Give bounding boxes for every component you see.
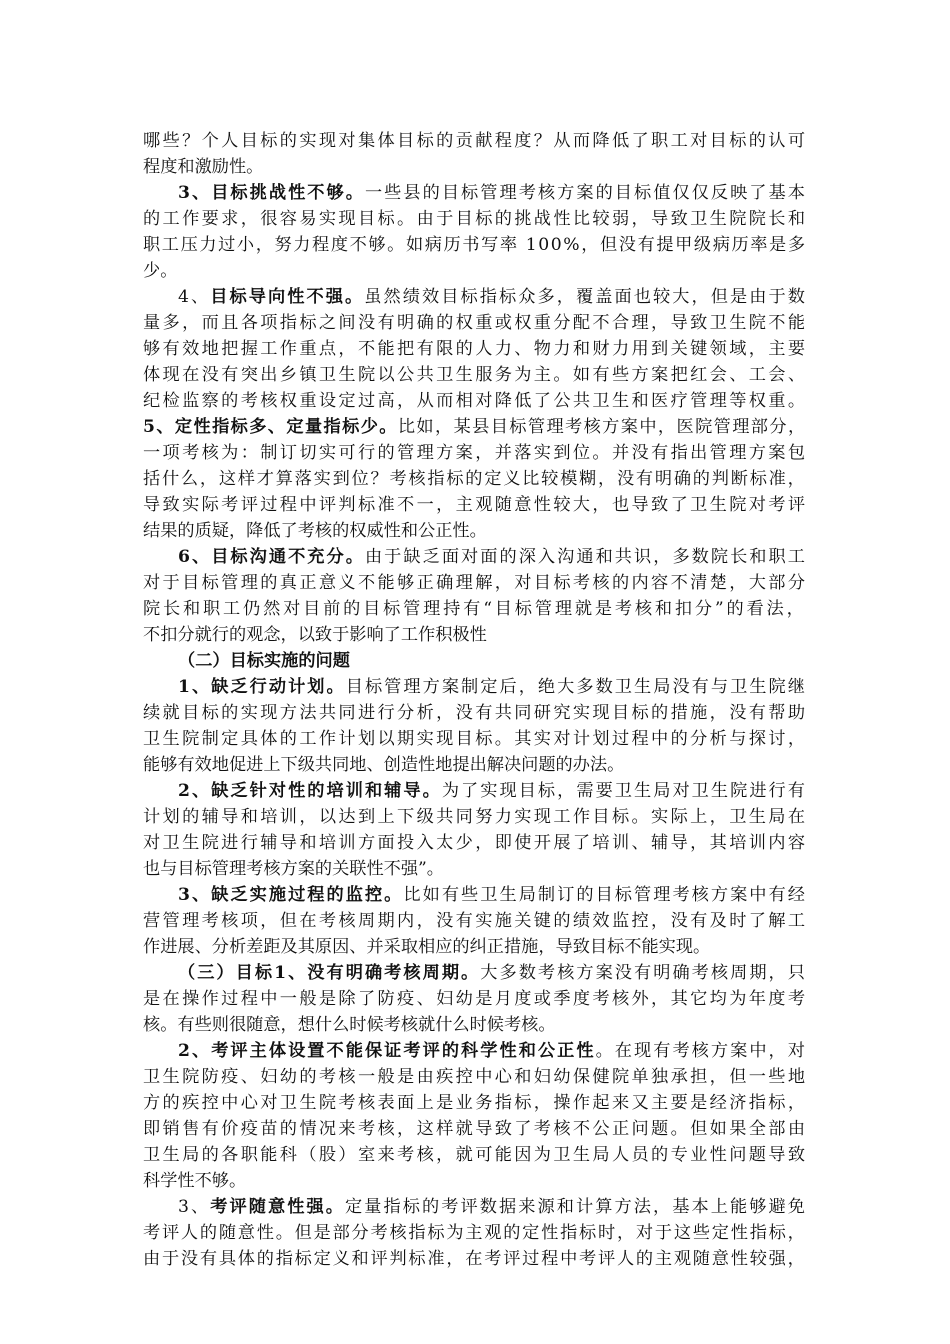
- text-run: 营管理考核项，但在考核周期内，没有实施关键的绩效监控，没有及时了解工: [143, 911, 808, 931]
- bold-run: 6、目标沟通不充分。: [178, 547, 365, 567]
- text-line: [143, 1220, 807, 1246]
- text-line: [178, 1038, 807, 1064]
- text-line: [143, 310, 807, 336]
- text-line: [178, 544, 807, 570]
- text-run: 结果的质疑，降低了考核的权威性和公正性。: [143, 521, 487, 541]
- text-run: 方的疾控中心对卫生院考核表面上是业务指标，操作起来又主要是经济指标，: [143, 1093, 808, 1113]
- text-line: [143, 440, 807, 466]
- text-line: [178, 960, 807, 986]
- text-run: 比如有些卫生局制订的目标管理考核方案中有经: [403, 885, 807, 905]
- bold-run: 5、定性指标多、定量指标少。: [143, 417, 398, 437]
- text-line: [178, 180, 807, 206]
- bold-run: 目标导向性不强。: [210, 287, 365, 307]
- text-run: 由于没有具体的指标定义和评判标准，在考评过程中考评人的主观随意性较强，: [143, 1249, 807, 1269]
- text-run: 导致实际考评过程中评判标准不一，主观随意性较大，也导致了卫生院对考评: [143, 495, 808, 515]
- section-heading: [178, 648, 350, 674]
- text-line: [143, 752, 624, 778]
- text-run: 括什么，这样才算落实到位？考核指标的定义比较模糊，没有明确的判断标准，: [143, 469, 807, 489]
- text-line: [143, 934, 710, 960]
- text-line: [143, 804, 807, 830]
- text-run: 纪检监察的考核权重设定过高，从而相对降低了公共卫生和医疗管理等权重。: [143, 391, 808, 411]
- text-line: [143, 388, 807, 414]
- text-line: [143, 206, 807, 232]
- text-line: [178, 1194, 807, 1220]
- text-line: [178, 284, 807, 310]
- text-run: 考评人的随意性。但是部分考核指标为主观的定性指标时，对于这些定性指标，: [143, 1223, 807, 1243]
- text-run: 。在现有考核方案中，对: [595, 1041, 807, 1061]
- text-run: 是在操作过程中一般是除了防疫、妇幼是月度或季度考核外，其它均为年度考: [143, 989, 808, 1009]
- text-run: 比如，某县目标管理考核方案中，医院管理部分，: [397, 417, 807, 437]
- text-run: 量多，而且各项指标之间没有明确的权重或权重分配不合理，导致卫生院不能: [143, 313, 808, 333]
- text-line: [143, 1142, 807, 1168]
- text-line: [143, 1116, 807, 1142]
- text-line: [143, 700, 807, 726]
- bold-run: （二）目标实施的问题: [178, 651, 350, 671]
- text-line: [143, 258, 177, 284]
- text-run: 少。: [143, 261, 178, 281]
- text-run: 不扣分就行的观念，以致于影响了工作积极性: [143, 625, 487, 645]
- text-line: [143, 128, 807, 154]
- text-run: 院长和职工仍然对目前的目标管理持有“目标管理就是考核和扣分”的看法，: [143, 599, 807, 619]
- text-run: 大多数考核方案没有明确考核周期，只: [480, 963, 807, 983]
- bold-run: 2、缺乏针对性的培训和辅导。: [178, 781, 442, 801]
- text-line: [143, 830, 807, 856]
- text-line: [143, 336, 807, 362]
- bold-run: （三）目标1、没有明确考核周期。: [178, 963, 481, 983]
- bold-run: 3、缺乏实施过程的监控。: [178, 885, 404, 905]
- bold-run: 考评随意性强。: [210, 1197, 345, 1217]
- text-line: [143, 1064, 807, 1090]
- text-run: 也与目标管理考核方案的关联性不强”。: [143, 859, 444, 879]
- text-run: 哪些？个人目标的实现对集体目标的贡献程度？从而降低了职工对目标的认可: [143, 131, 808, 151]
- text-line: [143, 362, 807, 388]
- text-line: [143, 466, 807, 492]
- text-line: [143, 1012, 556, 1038]
- text-run: 体现在没有突出乡镇卫生院以公共卫生服务为主。如有些方案把红会、工会、: [143, 365, 808, 385]
- text-line: [143, 986, 807, 1012]
- text-run: 够有效地把握工作重点，不能把有限的人力、物力和财力用到关键领域，主要: [143, 339, 808, 359]
- text-run: 科学性不够。: [143, 1171, 247, 1191]
- text-run: 虽然绩效目标指标众多，覆盖面也较大，但是由于数: [364, 287, 807, 307]
- text-line: [143, 570, 807, 596]
- text-run: 3、: [178, 1197, 211, 1217]
- text-run: 程度和激励性。: [143, 157, 264, 177]
- text-line: [143, 1168, 246, 1194]
- text-line: [178, 882, 807, 908]
- text-line: [143, 232, 807, 258]
- text-run: 职工压力过小，努力程度不够。如病历书写率 100%，但没有提甲级病历率是多: [143, 235, 807, 255]
- text-run: 卫生院制定具体的工作计划以期实现目标。其实对计划过程中的分析与探讨，: [143, 729, 808, 749]
- text-line: [178, 674, 807, 700]
- text-line: [178, 778, 807, 804]
- text-line: [143, 1246, 807, 1272]
- text-line: [143, 518, 487, 544]
- text-run: 的工作要求，很容易实现目标。由于目标的挑战性比较弱，导致卫生院院长和: [143, 209, 808, 229]
- text-run: 定量指标的考评数据来源和计算方法，基本上能够避免: [345, 1197, 807, 1217]
- text-run: 卫生院防疫、妇幼的考核一般是由疾控中心和妇幼保健院单独承担，但一些地: [143, 1067, 808, 1087]
- bold-run: 1、缺乏行动计划。: [178, 677, 346, 697]
- bold-run: 3、目标挑战性不够。: [178, 183, 365, 203]
- text-run: 核。有些则很随意，想什么时候考核就什么时候考核。: [143, 1015, 556, 1035]
- text-line: [143, 414, 807, 440]
- text-run: 一些县的目标管理考核方案的目标值仅仅反映了基本: [364, 183, 807, 203]
- text-line: [143, 1090, 807, 1116]
- text-run: 计划的辅导和培训，以达到上下级共同努力实现工作目标。实际上，卫生局在: [143, 807, 808, 827]
- text-run: 续就目标的实现方法共同进行分析，没有共同研究实现目标的措施，没有帮助: [143, 703, 808, 723]
- text-line: [143, 856, 444, 882]
- text-line: [143, 908, 807, 934]
- text-run: 为了实现目标，需要卫生局对卫生院进行有: [441, 781, 807, 801]
- text-run: 一项考核为：制订切实可行的管理方案，并落实到位。并没有指出管理方案包: [143, 443, 808, 463]
- text-run: 即销售有价疫苗的情况来考核，这样就导致了考核不公正问题。但如果全部由: [143, 1119, 808, 1139]
- text-line: [143, 726, 807, 752]
- bold-run: 2、考评主体设置不能保证考评的科学性和公正性: [178, 1041, 596, 1061]
- text-run: 作进展、分析差距及其原因、并采取相应的纠正措施，导致目标不能实现。: [143, 937, 711, 957]
- text-run: 4、: [178, 287, 211, 307]
- text-run: 对于目标管理的真正意义不能够正确理解，对目标考核的内容不清楚，大部分: [143, 573, 808, 593]
- text-line: [143, 596, 807, 622]
- text-run: 卫生局的各职能科（股）室来考核，就可能因为卫生局人员的专业性问题导致: [143, 1145, 808, 1165]
- text-line: [143, 622, 487, 648]
- text-run: 对卫生院进行辅导和培训方面投入太少，即使开展了培训、辅导，其培训内容: [143, 833, 808, 853]
- text-line: [143, 492, 807, 518]
- text-run: 目标管理方案制定后，绝大多数卫生局没有与卫生院继: [345, 677, 807, 697]
- text-run: 能够有效地促进上下级共同地、创造性地提出解决问题的办法。: [143, 755, 625, 775]
- text-line: [143, 154, 263, 180]
- text-run: 由于缺乏面对面的深入沟通和共识，多数院长和职工: [364, 547, 807, 567]
